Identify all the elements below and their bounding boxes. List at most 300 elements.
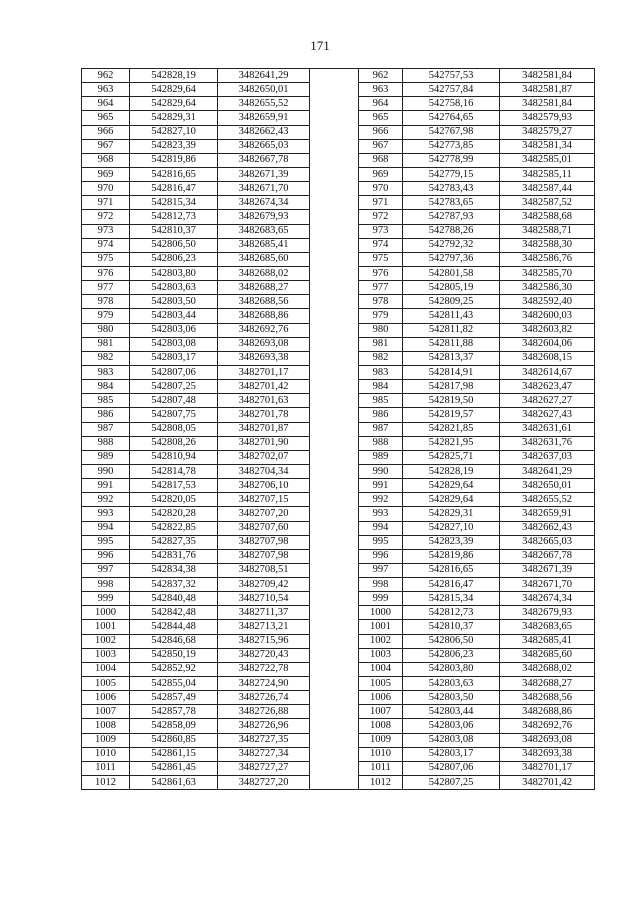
left-y-coordinate-cell: 3482671,39 [218,167,310,181]
left-x-coordinate-cell: 542820,28 [130,507,218,521]
right-x-coordinate-cell: 542816,47 [403,578,500,592]
column-gap [310,705,359,719]
right-y-coordinate-cell: 3482627,27 [500,394,595,408]
column-gap [310,450,359,464]
column-gap [310,266,359,280]
left-x-coordinate-cell: 542808,05 [130,422,218,436]
column-gap [310,733,359,747]
right-y-coordinate-cell: 3482637,03 [500,450,595,464]
table-row [82,210,595,224]
left-x-coordinate-cell: 542807,48 [130,394,218,408]
right-x-coordinate-cell: 542812,73 [403,606,500,620]
column-gap [310,210,359,224]
column-gap [310,677,359,691]
right-x-coordinate-cell: 542811,82 [403,323,500,337]
left-point-number-cell: 971 [82,196,130,210]
left-point-number-cell: 976 [82,266,130,280]
left-point-number-cell: 1010 [82,747,130,761]
right-y-coordinate-cell: 3482671,70 [500,578,595,592]
right-point-number-cell: 996 [359,549,403,563]
column-gap [310,620,359,634]
left-y-coordinate-cell: 3482701,42 [218,380,310,394]
left-y-coordinate-cell: 3482727,35 [218,733,310,747]
column-gap [310,111,359,125]
table-row [82,761,595,775]
column-gap [310,380,359,394]
right-point-number-cell: 1005 [359,677,403,691]
table-row [82,535,595,549]
left-point-number-cell: 997 [82,563,130,577]
left-x-coordinate-cell: 542827,10 [130,125,218,139]
left-y-coordinate-cell: 3482722,78 [218,662,310,676]
right-x-coordinate-cell: 542797,36 [403,252,500,266]
column-gap [310,309,359,323]
left-point-number-cell: 999 [82,592,130,606]
right-x-coordinate-cell: 542778,99 [403,153,500,167]
left-point-number-cell: 992 [82,493,130,507]
right-x-coordinate-cell: 542828,19 [403,464,500,478]
right-point-number-cell: 967 [359,139,403,153]
right-point-number-cell: 984 [359,380,403,394]
column-gap [310,295,359,309]
right-y-coordinate-cell: 3482585,70 [500,266,595,280]
right-x-coordinate-cell: 542829,64 [403,493,500,507]
left-y-coordinate-cell: 3482685,41 [218,238,310,252]
left-x-coordinate-cell: 542803,17 [130,351,218,365]
left-point-number-cell: 996 [82,549,130,563]
table-row [82,153,595,167]
left-point-number-cell: 1005 [82,677,130,691]
right-y-coordinate-cell: 3482579,27 [500,125,595,139]
right-y-coordinate-cell: 3482588,68 [500,210,595,224]
right-x-coordinate-cell: 542758,16 [403,97,500,111]
left-x-coordinate-cell: 542807,25 [130,380,218,394]
table-row [82,295,595,309]
left-x-coordinate-cell: 542860,85 [130,733,218,747]
right-y-coordinate-cell: 3482665,03 [500,535,595,549]
right-point-number-cell: 1011 [359,761,403,775]
left-y-coordinate-cell: 3482685,60 [218,252,310,266]
right-point-number-cell: 1006 [359,691,403,705]
left-point-number-cell: 1012 [82,776,130,790]
left-x-coordinate-cell: 542831,76 [130,549,218,563]
right-y-coordinate-cell: 3482581,84 [500,69,595,83]
table-row [82,238,595,252]
left-x-coordinate-cell: 542834,38 [130,563,218,577]
left-x-coordinate-cell: 542837,32 [130,578,218,592]
right-x-coordinate-cell: 542805,19 [403,281,500,295]
table-row [82,394,595,408]
right-x-coordinate-cell: 542821,85 [403,422,500,436]
right-x-coordinate-cell: 542801,58 [403,266,500,280]
left-point-number-cell: 967 [82,139,130,153]
right-point-number-cell: 963 [359,83,403,97]
left-y-coordinate-cell: 3482693,38 [218,351,310,365]
table-row [82,733,595,747]
left-point-number-cell: 970 [82,182,130,196]
table-row [82,776,595,790]
left-x-coordinate-cell: 542803,08 [130,337,218,351]
left-x-coordinate-cell: 542842,48 [130,606,218,620]
right-point-number-cell: 971 [359,196,403,210]
column-gap [310,337,359,351]
right-y-coordinate-cell: 3482692,76 [500,719,595,733]
right-point-number-cell: 1009 [359,733,403,747]
table-row [82,634,595,648]
left-point-number-cell: 968 [82,153,130,167]
table-row [82,422,595,436]
right-y-coordinate-cell: 3482688,56 [500,691,595,705]
left-point-number-cell: 1003 [82,648,130,662]
table-row [82,281,595,295]
left-y-coordinate-cell: 3482667,78 [218,153,310,167]
right-point-number-cell: 1012 [359,776,403,790]
left-x-coordinate-cell: 542846,68 [130,634,218,648]
right-y-coordinate-cell: 3482662,43 [500,521,595,535]
left-point-number-cell: 979 [82,309,130,323]
right-point-number-cell: 975 [359,252,403,266]
column-gap [310,648,359,662]
right-point-number-cell: 1003 [359,648,403,662]
left-x-coordinate-cell: 542857,49 [130,691,218,705]
right-point-number-cell: 982 [359,351,403,365]
right-y-coordinate-cell: 3482688,02 [500,662,595,676]
left-x-coordinate-cell: 542803,44 [130,309,218,323]
table-row [82,111,595,125]
table-row [82,69,595,83]
table-row [82,691,595,705]
left-y-coordinate-cell: 3482713,21 [218,620,310,634]
coordinates-table [81,68,595,790]
left-x-coordinate-cell: 542803,50 [130,295,218,309]
right-y-coordinate-cell: 3482603,82 [500,323,595,337]
right-point-number-cell: 989 [359,450,403,464]
right-y-coordinate-cell: 3482586,76 [500,252,595,266]
table-row [82,337,595,351]
right-y-coordinate-cell: 3482588,71 [500,224,595,238]
left-x-coordinate-cell: 542807,75 [130,408,218,422]
left-x-coordinate-cell: 542823,39 [130,139,218,153]
left-y-coordinate-cell: 3482665,03 [218,139,310,153]
left-point-number-cell: 980 [82,323,130,337]
left-x-coordinate-cell: 542829,64 [130,83,218,97]
column-gap [310,97,359,111]
column-gap [310,281,359,295]
right-x-coordinate-cell: 542810,37 [403,620,500,634]
right-x-coordinate-cell: 542819,50 [403,394,500,408]
left-point-number-cell: 973 [82,224,130,238]
right-point-number-cell: 981 [359,337,403,351]
column-gap [310,323,359,337]
right-x-coordinate-cell: 542788,26 [403,224,500,238]
right-y-coordinate-cell: 3482679,93 [500,606,595,620]
right-x-coordinate-cell: 542792,32 [403,238,500,252]
right-point-number-cell: 978 [359,295,403,309]
right-point-number-cell: 985 [359,394,403,408]
left-y-coordinate-cell: 3482709,42 [218,578,310,592]
left-y-coordinate-cell: 3482693,08 [218,337,310,351]
right-point-number-cell: 979 [359,309,403,323]
table-row [82,196,595,210]
right-y-coordinate-cell: 3482586,30 [500,281,595,295]
right-x-coordinate-cell: 542811,43 [403,309,500,323]
right-x-coordinate-cell: 542823,39 [403,535,500,549]
left-y-coordinate-cell: 3482702,07 [218,450,310,464]
left-point-number-cell: 987 [82,422,130,436]
left-y-coordinate-cell: 3482707,20 [218,507,310,521]
left-y-coordinate-cell: 3482710,54 [218,592,310,606]
right-point-number-cell: 976 [359,266,403,280]
right-point-number-cell: 964 [359,97,403,111]
right-y-coordinate-cell: 3482588,30 [500,238,595,252]
column-gap [310,776,359,790]
column-gap [310,606,359,620]
right-y-coordinate-cell: 3482688,86 [500,705,595,719]
right-y-coordinate-cell: 3482693,08 [500,733,595,747]
right-y-coordinate-cell: 3482600,03 [500,309,595,323]
table-row [82,662,595,676]
right-x-coordinate-cell: 542783,65 [403,196,500,210]
left-x-coordinate-cell: 542861,45 [130,761,218,775]
page-number: 171 [310,38,330,53]
column-gap [310,182,359,196]
table-row [82,479,595,493]
right-x-coordinate-cell: 542817,98 [403,380,500,394]
right-x-coordinate-cell: 542773,85 [403,139,500,153]
column-gap [310,153,359,167]
left-x-coordinate-cell: 542850,19 [130,648,218,662]
right-point-number-cell: 1007 [359,705,403,719]
column-gap [310,464,359,478]
table-row [82,182,595,196]
right-x-coordinate-cell: 542764,65 [403,111,500,125]
left-y-coordinate-cell: 3482707,98 [218,549,310,563]
left-point-number-cell: 995 [82,535,130,549]
table-row [82,83,595,97]
right-point-number-cell: 962 [359,69,403,83]
right-y-coordinate-cell: 3482623,47 [500,380,595,394]
left-point-number-cell: 963 [82,83,130,97]
left-x-coordinate-cell: 542806,50 [130,238,218,252]
right-x-coordinate-cell: 542787,93 [403,210,500,224]
column-gap [310,139,359,153]
left-x-coordinate-cell: 542803,63 [130,281,218,295]
right-x-coordinate-cell: 542807,25 [403,776,500,790]
column-gap [310,493,359,507]
left-x-coordinate-cell: 542816,65 [130,167,218,181]
right-y-coordinate-cell: 3482650,01 [500,479,595,493]
right-y-coordinate-cell: 3482683,65 [500,620,595,634]
left-x-coordinate-cell: 542814,78 [130,464,218,478]
right-point-number-cell: 999 [359,592,403,606]
right-x-coordinate-cell: 542807,06 [403,761,500,775]
left-y-coordinate-cell: 3482701,90 [218,436,310,450]
left-y-coordinate-cell: 3482726,88 [218,705,310,719]
left-y-coordinate-cell: 3482671,70 [218,182,310,196]
right-y-coordinate-cell: 3482608,15 [500,351,595,365]
right-x-coordinate-cell: 542809,25 [403,295,500,309]
left-y-coordinate-cell: 3482711,37 [218,606,310,620]
right-point-number-cell: 991 [359,479,403,493]
table-row [82,351,595,365]
right-x-coordinate-cell: 542757,53 [403,69,500,83]
left-x-coordinate-cell: 542827,35 [130,535,218,549]
right-y-coordinate-cell: 3482631,61 [500,422,595,436]
right-y-coordinate-cell: 3482655,52 [500,493,595,507]
right-point-number-cell: 973 [359,224,403,238]
left-y-coordinate-cell: 3482707,98 [218,535,310,549]
right-y-coordinate-cell: 3482614,67 [500,365,595,379]
left-point-number-cell: 1009 [82,733,130,747]
left-x-coordinate-cell: 542857,78 [130,705,218,719]
right-x-coordinate-cell: 542813,37 [403,351,500,365]
right-y-coordinate-cell: 3482581,87 [500,83,595,97]
left-point-number-cell: 1008 [82,719,130,733]
left-x-coordinate-cell: 542822,85 [130,521,218,535]
right-x-coordinate-cell: 542829,31 [403,507,500,521]
left-point-number-cell: 998 [82,578,130,592]
right-y-coordinate-cell: 3482641,29 [500,464,595,478]
right-x-coordinate-cell: 542803,17 [403,747,500,761]
left-x-coordinate-cell: 542855,04 [130,677,218,691]
column-gap [310,747,359,761]
right-x-coordinate-cell: 542803,08 [403,733,500,747]
right-x-coordinate-cell: 542757,84 [403,83,500,97]
left-y-coordinate-cell: 3482727,20 [218,776,310,790]
left-y-coordinate-cell: 3482724,90 [218,677,310,691]
column-gap [310,196,359,210]
left-point-number-cell: 974 [82,238,130,252]
left-x-coordinate-cell: 542810,94 [130,450,218,464]
right-y-coordinate-cell: 3482659,91 [500,507,595,521]
left-y-coordinate-cell: 3482708,51 [218,563,310,577]
left-y-coordinate-cell: 3482726,96 [218,719,310,733]
column-gap [310,691,359,705]
table-row [82,252,595,266]
right-x-coordinate-cell: 542803,50 [403,691,500,705]
right-x-coordinate-cell: 542815,34 [403,592,500,606]
left-point-number-cell: 988 [82,436,130,450]
right-x-coordinate-cell: 542803,80 [403,662,500,676]
left-point-number-cell: 1002 [82,634,130,648]
right-point-number-cell: 974 [359,238,403,252]
left-point-number-cell: 981 [82,337,130,351]
left-y-coordinate-cell: 3482707,15 [218,493,310,507]
table-row [82,620,595,634]
table-row [82,464,595,478]
right-point-number-cell: 969 [359,167,403,181]
left-y-coordinate-cell: 3482641,29 [218,69,310,83]
right-y-coordinate-cell: 3482587,52 [500,196,595,210]
right-y-coordinate-cell: 3482671,39 [500,563,595,577]
right-y-coordinate-cell: 3482585,01 [500,153,595,167]
left-y-coordinate-cell: 3482692,76 [218,323,310,337]
right-point-number-cell: 972 [359,210,403,224]
left-point-number-cell: 966 [82,125,130,139]
column-gap [310,408,359,422]
left-x-coordinate-cell: 542803,80 [130,266,218,280]
right-point-number-cell: 970 [359,182,403,196]
table-row [82,323,595,337]
column-gap [310,761,359,775]
left-x-coordinate-cell: 542808,26 [130,436,218,450]
left-x-coordinate-cell: 542812,73 [130,210,218,224]
column-gap [310,634,359,648]
left-x-coordinate-cell: 542820,05 [130,493,218,507]
table-row [82,224,595,238]
left-point-number-cell: 994 [82,521,130,535]
right-point-number-cell: 1002 [359,634,403,648]
right-y-coordinate-cell: 3482688,27 [500,677,595,691]
left-y-coordinate-cell: 3482701,63 [218,394,310,408]
left-y-coordinate-cell: 3482727,34 [218,747,310,761]
left-y-coordinate-cell: 3482726,74 [218,691,310,705]
right-x-coordinate-cell: 542819,86 [403,549,500,563]
right-point-number-cell: 990 [359,464,403,478]
table-row [82,139,595,153]
right-y-coordinate-cell: 3482685,41 [500,634,595,648]
left-point-number-cell: 993 [82,507,130,521]
right-y-coordinate-cell: 3482693,38 [500,747,595,761]
right-x-coordinate-cell: 542806,23 [403,648,500,662]
right-y-coordinate-cell: 3482581,34 [500,139,595,153]
right-y-coordinate-cell: 3482592,40 [500,295,595,309]
right-y-coordinate-cell: 3482581,84 [500,97,595,111]
right-y-coordinate-cell: 3482674,34 [500,592,595,606]
right-point-number-cell: 983 [359,365,403,379]
left-point-number-cell: 982 [82,351,130,365]
left-x-coordinate-cell: 542815,34 [130,196,218,210]
column-gap [310,69,359,83]
left-y-coordinate-cell: 3482683,65 [218,224,310,238]
left-point-number-cell: 989 [82,450,130,464]
left-point-number-cell: 1006 [82,691,130,705]
column-gap [310,592,359,606]
right-y-coordinate-cell: 3482627,43 [500,408,595,422]
left-point-number-cell: 990 [82,464,130,478]
right-x-coordinate-cell: 542816,65 [403,563,500,577]
left-y-coordinate-cell: 3482688,56 [218,295,310,309]
left-y-coordinate-cell: 3482715,96 [218,634,310,648]
left-x-coordinate-cell: 542840,48 [130,592,218,606]
table-row [82,549,595,563]
left-x-coordinate-cell: 542817,53 [130,479,218,493]
table-row [82,648,595,662]
right-y-coordinate-cell: 3482685,60 [500,648,595,662]
right-point-number-cell: 997 [359,563,403,577]
right-point-number-cell: 993 [359,507,403,521]
table-row [82,408,595,422]
right-y-coordinate-cell: 3482604,06 [500,337,595,351]
column-gap [310,394,359,408]
right-x-coordinate-cell: 542827,10 [403,521,500,535]
right-point-number-cell: 968 [359,153,403,167]
table-row [82,309,595,323]
left-point-number-cell: 972 [82,210,130,224]
right-y-coordinate-cell: 3482579,93 [500,111,595,125]
right-x-coordinate-cell: 542783,43 [403,182,500,196]
left-x-coordinate-cell: 542816,47 [130,182,218,196]
table-row [82,380,595,394]
right-x-coordinate-cell: 542803,63 [403,677,500,691]
right-point-number-cell: 1001 [359,620,403,634]
left-y-coordinate-cell: 3482650,01 [218,83,310,97]
column-gap [310,422,359,436]
left-y-coordinate-cell: 3482688,86 [218,309,310,323]
left-point-number-cell: 969 [82,167,130,181]
table-row [82,592,595,606]
coordinates-table-body [82,69,595,790]
